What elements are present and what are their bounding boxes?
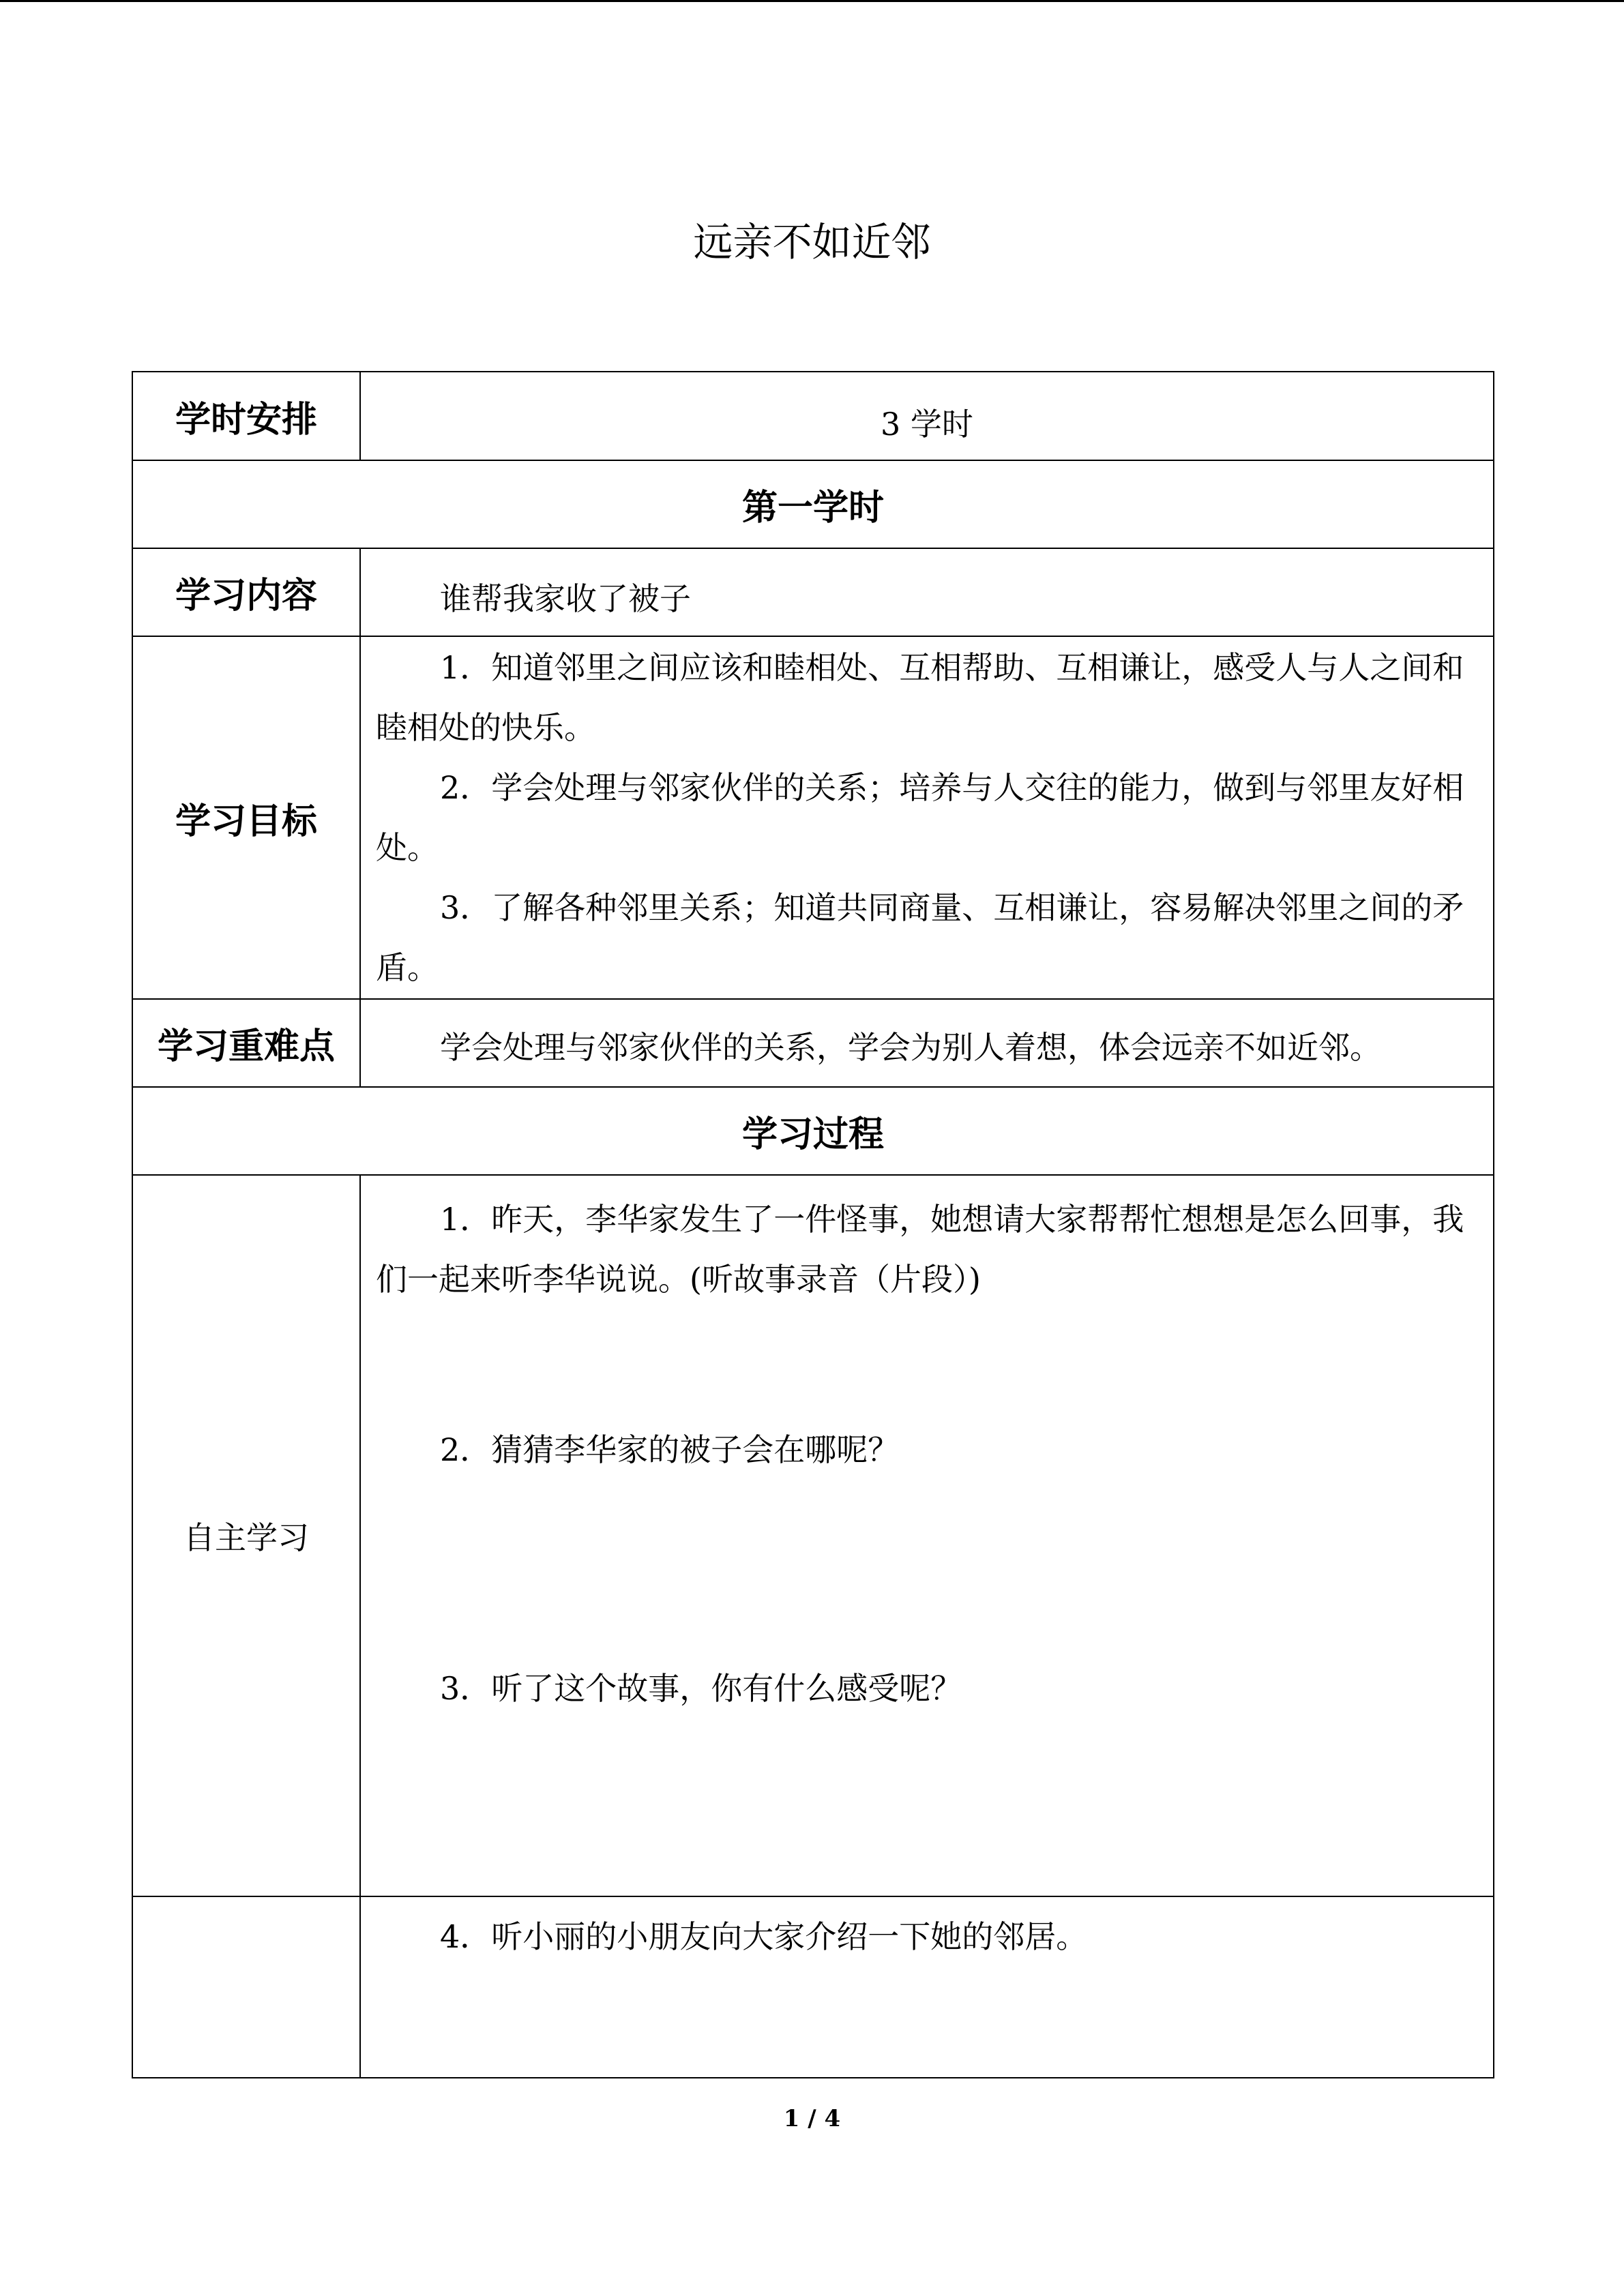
content-value: 谁帮我家收了被子: [440, 580, 691, 617]
neighbor-item: 4．听小丽的小朋友向大家介绍一下她的邻居。: [440, 1918, 1088, 1955]
self-study-item: 1．昨天，李华家发生了一件怪事，她想请大家帮帮忙想想是怎么回事，我们一起来听李华说说。(听故事录音（片段）): [376, 1201, 1464, 1298]
first-period-heading: 第一学时: [132, 460, 1494, 548]
schedule-value: 3 学时: [360, 372, 1494, 460]
table-row-content: [132, 548, 1494, 636]
key-points-label: 学习重难点: [132, 999, 360, 1087]
table-row-first-period: [132, 460, 1494, 548]
neighbor-label: [132, 1896, 360, 2078]
self-study-cell: [360, 1175, 1494, 1896]
page-indicator: 1 / 4: [783, 2105, 841, 2132]
table-row-neighbor: [132, 1896, 1494, 2078]
self-study-label: 自主学习: [132, 1175, 360, 1896]
self-study-item: 3．听了这个故事，你有什么感受呢？: [440, 1670, 962, 1707]
goals-cell: [360, 636, 1494, 999]
goal-item: 2．学会处理与邻家伙伴的关系；培养与人交往的能力，做到与邻里友好相处。: [376, 769, 1464, 866]
table-row-key-points: [132, 999, 1494, 1087]
schedule-label: 学时安排: [132, 372, 360, 460]
self-study-item: 2．猜猜李华家的被子会在哪呢？: [440, 1431, 900, 1468]
goal-item: 3．了解各种邻里关系；知道共同商量、互相谦让，容易解决邻里之间的矛盾。: [376, 889, 1464, 986]
table-row-goals: [132, 636, 1494, 999]
table-row-process: [132, 1087, 1494, 1175]
table-row-schedule: [132, 372, 1494, 460]
document-title: 远亲不如近邻: [693, 219, 931, 265]
goals-label: 学习目标: [132, 636, 360, 999]
content-label: 学习内容: [132, 548, 360, 636]
process-heading: 学习过程: [132, 1087, 1494, 1175]
table-row-self-study: [132, 1175, 1494, 1896]
key-points-value: 学会处理与邻家伙伴的关系，学会为别人着想，体会远亲不如近邻。: [440, 1028, 1381, 1066]
neighbor-cell: [360, 1896, 1494, 2078]
key-points-cell: [360, 999, 1494, 1087]
goal-item: 1．知道邻里之间应该和睦相处、互相帮助、互相谦让，感受人与人之间和睦相处的快乐。: [376, 649, 1464, 746]
lesson-plan-table: [132, 371, 1494, 2078]
content-cell: [360, 548, 1494, 636]
